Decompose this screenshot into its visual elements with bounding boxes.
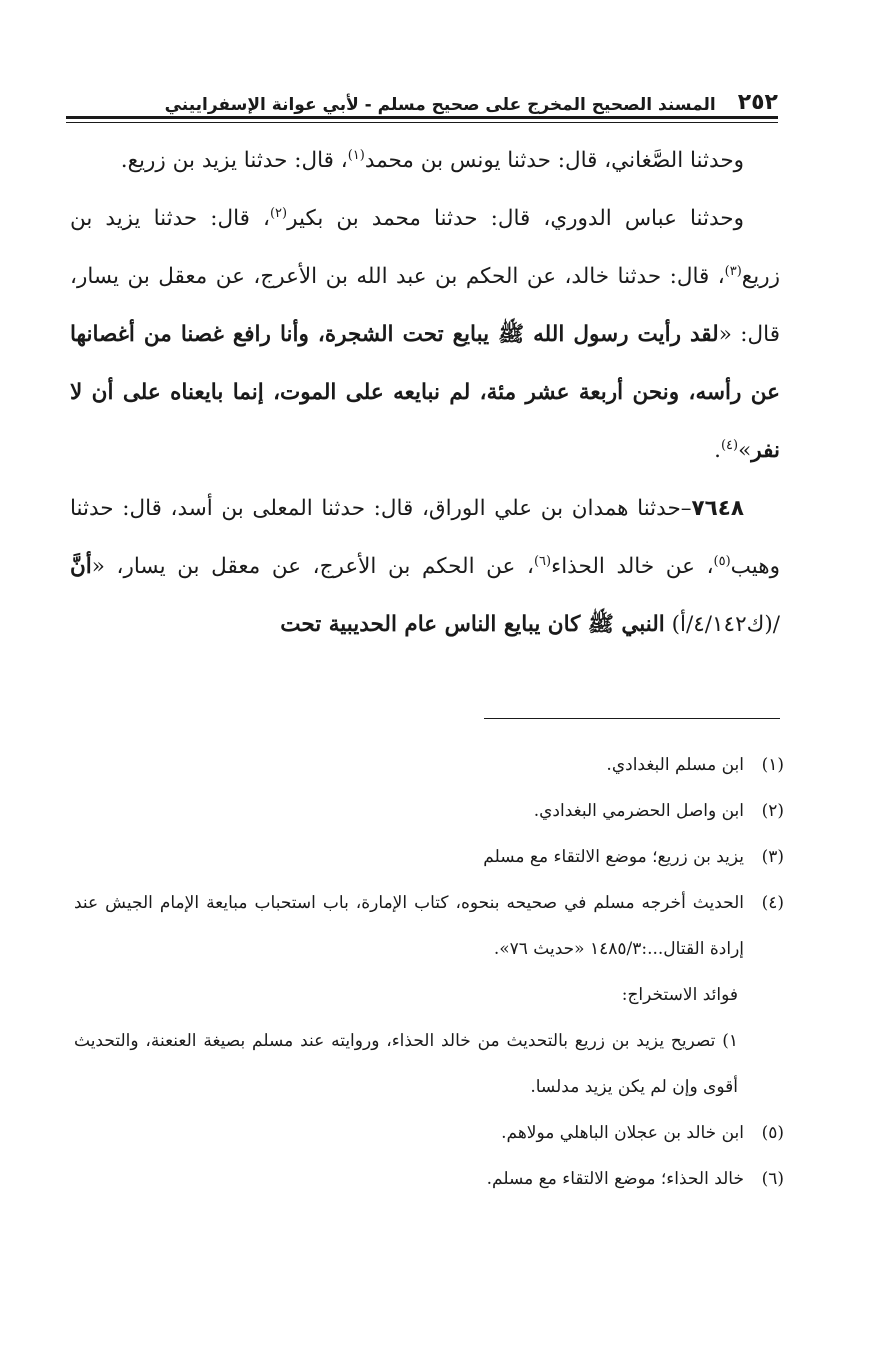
footnotes bbox=[74, 742, 784, 1202]
footnote-ref[interactable]: (٤) bbox=[720, 437, 739, 453]
footnote-text: خالد الحذاء؛ موضع الالتقاء مع مسلم. bbox=[486, 1169, 744, 1189]
footnote-number: (٥) bbox=[761, 1123, 784, 1143]
running-title: المسند الصحيح المخرج على صحيح مسلم - لأبي عوانة الإسفراييني bbox=[164, 95, 716, 115]
benefits-heading: فوائد الاستخراج: bbox=[621, 985, 738, 1005]
footnote-2 bbox=[74, 788, 784, 834]
extraction-benefits bbox=[74, 972, 784, 1110]
footnote-separator bbox=[484, 718, 780, 719]
footnote-text: ابن واصل الحضرمي البغدادي. bbox=[533, 801, 744, 821]
footnote-4 bbox=[74, 880, 784, 972]
footnote-5 bbox=[74, 1110, 784, 1156]
footnote-number: (٣) bbox=[761, 847, 784, 867]
footnote-6 bbox=[74, 1156, 784, 1202]
hadith-text: أنَّ bbox=[70, 554, 92, 579]
main-text bbox=[70, 132, 780, 654]
footnote-ref[interactable]: (٦) bbox=[533, 553, 552, 569]
hadith-text: النبي ﷺ كان يبايع الناس عام الحديبية تحت bbox=[280, 612, 665, 637]
header-rule-thin bbox=[66, 122, 778, 123]
footnote-text: ابن مسلم البغدادي. bbox=[606, 755, 744, 775]
page-number: ٢٥٢ bbox=[737, 90, 778, 115]
text-segment: ، عن خالد الحذاء bbox=[551, 554, 714, 579]
text-segment: وحدثنا عباس الدوري، قال: حدثنا محمد بن بكير bbox=[287, 206, 744, 231]
footnote-number: (١) bbox=[761, 755, 784, 775]
footnote-number: (٢) bbox=[761, 801, 784, 821]
header-rule-thick bbox=[66, 116, 778, 119]
hadith-text: لقد رأيت رسول الله ﷺ يبايع تحت الشجرة، وأنا رافع غصنا من أغصانها عن رأسه، ونحن أربعة عشر مئة، لم نبايعه على الموت، إنما بايعناه على أن لا نفر bbox=[70, 322, 780, 463]
text-segment: » bbox=[738, 438, 752, 463]
paragraph-2 bbox=[70, 190, 780, 480]
footnote-ref[interactable]: (١) bbox=[347, 147, 365, 163]
text-segment: . bbox=[714, 438, 721, 463]
footnote-ref[interactable]: (٢) bbox=[269, 205, 288, 221]
text-segment: ، قال: حدثنا خالد، عن الحكم بن عبد الله بن الأعرج، عن معقل بن يسار، قال: « bbox=[70, 264, 780, 347]
footnote-ref[interactable]: (٣) bbox=[724, 263, 742, 279]
paragraph-3 bbox=[70, 480, 780, 654]
footnote-number: (٤) bbox=[761, 893, 784, 913]
text-segment: ، قال: حدثنا يزيد بن زريع bbox=[70, 206, 780, 289]
text-segment: ، قال: حدثنا يزيد بن زريع. bbox=[120, 148, 348, 173]
hadith-number: ٧٦٤٨ bbox=[691, 496, 744, 521]
footnote-3 bbox=[74, 834, 784, 880]
manuscript-reference: /(ك٤/١٤٢/أ) bbox=[664, 612, 780, 637]
paragraph-1 bbox=[70, 132, 780, 190]
text-segment: وحدثنا الصَّغاني، قال: حدثنا يونس بن محمد bbox=[364, 148, 744, 173]
footnote-1 bbox=[74, 742, 784, 788]
page-header bbox=[66, 78, 778, 114]
benefit-item: ١) تصريح يزيد بن زريع بالتحديث من خالد الحذاء، وروايته عند مسلم بصيغة العنعنة، والتحديث أقوى وإن لم يكن يزيد مدلسا. bbox=[74, 1031, 738, 1097]
text-segment: –حدثنا همدان بن علي الوراق، قال: حدثنا المعلى بن أسد، قال: حدثنا وهيب bbox=[70, 496, 780, 579]
text-segment: ، عن الحكم بن الأعرج، عن معقل بن يسار، « bbox=[91, 554, 534, 579]
footnote-text: الحديث أخرجه مسلم في صحيحه بنحوه، كتاب الإمارة، باب استحباب مبايعة الإمام الجيش عند إرادة القتال...:١٤٨٥/٣ «حديث ٧٦». bbox=[74, 893, 744, 959]
footnote-ref[interactable]: (٥) bbox=[713, 553, 731, 569]
footnote-text: ابن خالد بن عجلان الباهلي مولاهم. bbox=[501, 1123, 744, 1143]
footnote-text: يزيد بن زريع؛ موضع الالتقاء مع مسلم bbox=[483, 847, 744, 867]
footnote-number: (٦) bbox=[761, 1169, 784, 1189]
